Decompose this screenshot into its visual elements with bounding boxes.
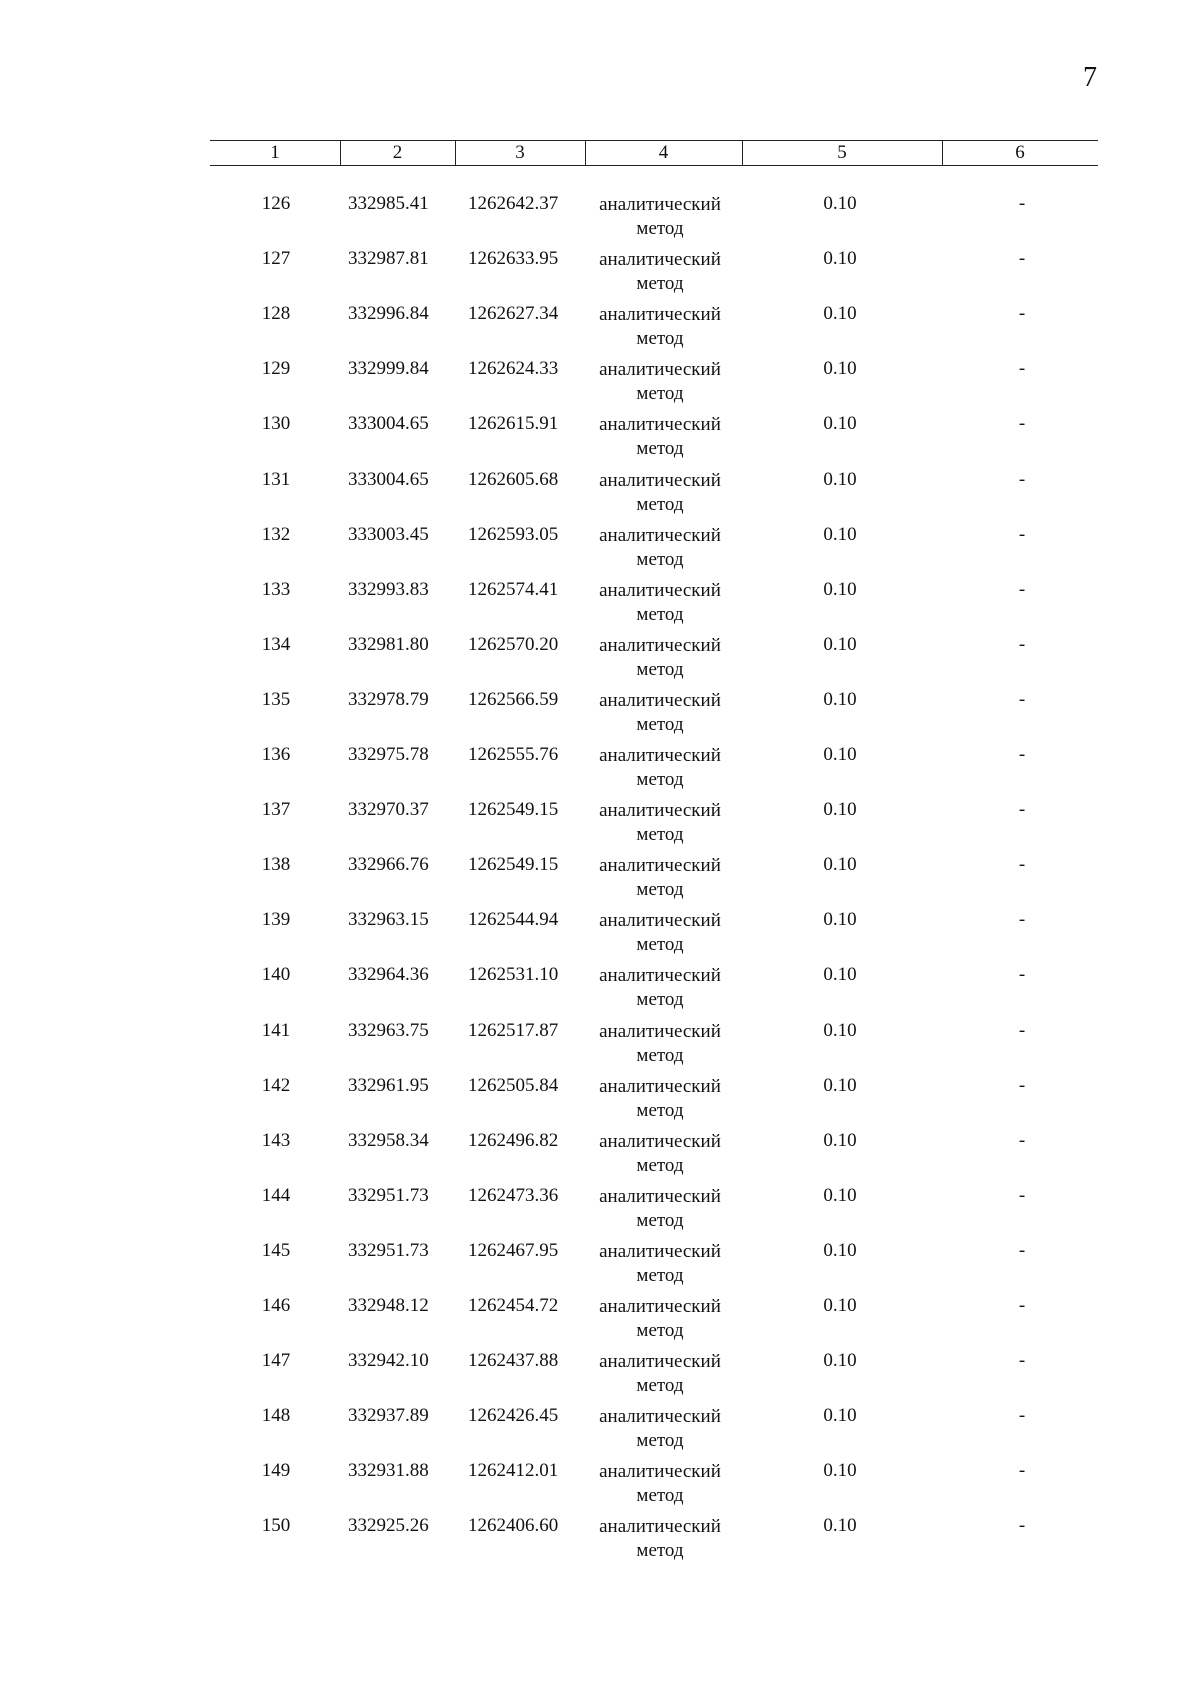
x-coordinate-cell: 332966.76 — [348, 854, 429, 876]
point-number-cell: 143 — [261, 1129, 291, 1151]
y-coordinate-cell: 1262531.10 — [468, 964, 559, 986]
note-cell: - — [1018, 1239, 1026, 1261]
table-row — [0, 689, 1200, 744]
point-number-cell: 135 — [261, 688, 291, 710]
note-cell: - — [1018, 1515, 1026, 1537]
table-row — [0, 1515, 1200, 1570]
y-coordinate-cell: 1262544.94 — [468, 909, 559, 931]
point-number-cell: 149 — [261, 1460, 291, 1482]
x-coordinate-cell: 333003.45 — [348, 523, 429, 545]
header-cell-5: 5 — [837, 142, 847, 163]
error-cell: 0.10 — [823, 523, 857, 545]
point-number-cell: 133 — [261, 578, 291, 600]
point-number-cell: 142 — [261, 1074, 291, 1096]
y-coordinate-cell: 1262454.72 — [468, 1295, 559, 1316]
error-cell: 0.10 — [823, 1515, 857, 1537]
x-coordinate-cell: 332981.80 — [348, 633, 429, 655]
y-coordinate-cell: 1262517.87 — [468, 1019, 559, 1041]
table-row — [0, 854, 1200, 909]
method-cell: аналитический метод — [599, 414, 721, 460]
point-number-cell: 136 — [261, 744, 291, 765]
error-cell: 0.10 — [823, 1460, 857, 1482]
method-cell: аналитический метод — [599, 1296, 721, 1341]
x-coordinate-cell: 332951.73 — [348, 1184, 429, 1206]
error-cell: 0.10 — [823, 193, 857, 214]
error-cell: 0.10 — [823, 1295, 857, 1316]
method-cell: аналитический метод — [599, 1020, 721, 1066]
y-coordinate-cell: 1262437.88 — [468, 1350, 559, 1372]
method-cell: аналитический метод — [599, 249, 721, 295]
point-number-cell: 148 — [261, 1405, 291, 1427]
table-row — [0, 579, 1200, 634]
point-number-cell: 132 — [261, 523, 291, 545]
table-row — [0, 909, 1200, 964]
note-cell: - — [1018, 1019, 1026, 1041]
method-cell: аналитический метод — [599, 1516, 721, 1562]
error-cell: 0.10 — [823, 854, 857, 876]
y-coordinate-cell: 1262555.76 — [468, 744, 559, 765]
x-coordinate-cell: 332963.75 — [348, 1019, 429, 1041]
y-coordinate-cell: 1262406.60 — [468, 1515, 559, 1537]
method-cell: аналитический метод — [599, 469, 721, 515]
x-coordinate-cell: 332993.83 — [348, 578, 429, 600]
table-row — [0, 469, 1200, 524]
error-cell: 0.10 — [823, 578, 857, 600]
point-number-cell: 147 — [261, 1350, 291, 1372]
y-coordinate-cell: 1262473.36 — [468, 1184, 559, 1206]
table-row — [0, 1460, 1200, 1515]
error-cell: 0.10 — [823, 1405, 857, 1427]
error-cell: 0.10 — [823, 1350, 857, 1372]
y-coordinate-cell: 1262627.34 — [468, 303, 559, 325]
table-row — [0, 799, 1200, 854]
note-cell: - — [1018, 358, 1026, 380]
note-cell: - — [1018, 688, 1026, 710]
method-cell: аналитический метод — [599, 965, 721, 1011]
table-row — [0, 358, 1200, 413]
y-coordinate-cell: 1262570.20 — [468, 633, 559, 655]
table-header-row — [210, 140, 1098, 166]
error-cell: 0.10 — [823, 358, 857, 380]
header-cell-6: 6 — [1015, 142, 1025, 163]
error-cell: 0.10 — [823, 1129, 857, 1151]
x-coordinate-cell: 332964.36 — [348, 964, 429, 986]
y-coordinate-cell: 1262605.68 — [468, 468, 559, 490]
method-cell: аналитический метод — [599, 800, 721, 846]
header-cell-1: 1 — [270, 142, 280, 163]
method-cell: аналитический метод — [599, 579, 721, 625]
point-number-cell: 144 — [261, 1184, 291, 1206]
table-row — [0, 1405, 1200, 1460]
point-number-cell: 126 — [261, 193, 291, 214]
x-coordinate-cell: 332978.79 — [348, 688, 429, 710]
table-row — [0, 744, 1200, 799]
table-row — [0, 524, 1200, 579]
point-number-cell: 137 — [261, 799, 291, 821]
point-number-cell: 145 — [261, 1239, 291, 1261]
error-cell: 0.10 — [823, 964, 857, 986]
x-coordinate-cell: 332937.89 — [348, 1405, 429, 1427]
y-coordinate-cell: 1262505.84 — [468, 1074, 559, 1096]
error-cell: 0.10 — [823, 633, 857, 655]
point-number-cell: 127 — [261, 248, 291, 270]
y-coordinate-cell: 1262496.82 — [468, 1129, 559, 1151]
x-coordinate-cell: 333004.65 — [348, 468, 429, 490]
note-cell: - — [1018, 1405, 1026, 1427]
note-cell: - — [1018, 468, 1026, 490]
table-row — [0, 413, 1200, 468]
method-cell: аналитический метод — [599, 1240, 721, 1286]
point-number-cell: 129 — [261, 358, 291, 380]
x-coordinate-cell: 332999.84 — [348, 358, 429, 380]
note-cell: - — [1018, 413, 1026, 435]
x-coordinate-cell: 332996.84 — [348, 303, 429, 325]
error-cell: 0.10 — [823, 1074, 857, 1096]
y-coordinate-cell: 1262467.95 — [468, 1239, 559, 1261]
error-cell: 0.10 — [823, 688, 857, 710]
table-row — [0, 1185, 1200, 1240]
y-coordinate-cell: 1262633.95 — [468, 248, 559, 270]
note-cell: - — [1018, 303, 1026, 325]
header-cell-2: 2 — [392, 142, 403, 163]
x-coordinate-cell: 332948.12 — [348, 1295, 429, 1316]
method-cell: аналитический метод — [599, 855, 721, 901]
note-cell: - — [1018, 248, 1026, 270]
error-cell: 0.10 — [823, 303, 857, 325]
y-coordinate-cell: 1262426.45 — [468, 1405, 559, 1427]
x-coordinate-cell: 332942.10 — [348, 1350, 429, 1372]
y-coordinate-cell: 1262574.41 — [468, 578, 559, 600]
note-cell: - — [1018, 578, 1026, 600]
method-cell: аналитический метод — [599, 1130, 721, 1176]
table-row — [0, 1075, 1200, 1130]
point-number-cell: 141 — [261, 1019, 291, 1041]
error-cell: 0.10 — [823, 1184, 857, 1206]
table-row — [0, 1240, 1200, 1295]
table-row — [0, 1350, 1200, 1405]
note-cell: - — [1018, 1460, 1026, 1482]
method-cell: аналитический метод — [599, 194, 721, 239]
header-cell-4: 4 — [658, 142, 669, 163]
point-number-cell: 139 — [261, 909, 291, 931]
method-cell: аналитический метод — [599, 689, 721, 735]
method-cell: аналитический метод — [599, 910, 721, 956]
y-coordinate-cell: 1262549.15 — [468, 854, 559, 876]
y-coordinate-cell: 1262549.15 — [468, 799, 559, 821]
table-row — [0, 1295, 1200, 1350]
method-cell: аналитический метод — [599, 1461, 721, 1507]
x-coordinate-cell: 332951.73 — [348, 1239, 429, 1261]
x-coordinate-cell: 332931.88 — [348, 1460, 429, 1482]
method-cell: аналитический метод — [599, 359, 721, 405]
x-coordinate-cell: 332958.34 — [348, 1129, 429, 1151]
point-number-cell: 150 — [261, 1515, 291, 1537]
x-coordinate-cell: 332970.37 — [348, 799, 429, 821]
note-cell: - — [1018, 964, 1026, 986]
method-cell: аналитический метод — [599, 1351, 721, 1397]
table-row — [0, 303, 1200, 358]
page-number: 7 — [1083, 62, 1097, 93]
point-number-cell: 146 — [261, 1295, 291, 1316]
method-cell: аналитический метод — [599, 524, 721, 570]
error-cell: 0.10 — [823, 1239, 857, 1261]
note-cell: - — [1018, 523, 1026, 545]
table-row — [0, 964, 1200, 1019]
note-cell: - — [1018, 854, 1026, 876]
error-cell: 0.10 — [823, 744, 857, 765]
note-cell: - — [1018, 744, 1026, 765]
method-cell: аналитический метод — [599, 1075, 721, 1121]
method-cell: аналитический метод — [599, 304, 721, 350]
point-number-cell: 130 — [261, 413, 291, 435]
note-cell: - — [1018, 1350, 1026, 1372]
x-coordinate-cell: 332961.95 — [348, 1074, 429, 1096]
x-coordinate-cell: 332987.81 — [348, 248, 429, 270]
x-coordinate-cell: 333004.65 — [348, 413, 429, 435]
y-coordinate-cell: 1262642.37 — [468, 193, 559, 214]
header-cell-3: 3 — [515, 142, 525, 163]
y-coordinate-cell: 1262412.01 — [468, 1460, 559, 1482]
note-cell: - — [1018, 909, 1026, 931]
x-coordinate-cell: 332985.41 — [348, 193, 429, 214]
point-number-cell: 131 — [261, 468, 291, 490]
table-row — [0, 1020, 1200, 1075]
error-cell: 0.10 — [823, 248, 857, 270]
method-cell: аналитический метод — [599, 1185, 721, 1231]
error-cell: 0.10 — [823, 1019, 857, 1041]
y-coordinate-cell: 1262615.91 — [468, 413, 559, 435]
y-coordinate-cell: 1262566.59 — [468, 688, 559, 710]
y-coordinate-cell: 1262593.05 — [468, 523, 559, 545]
method-cell: аналитический метод — [599, 745, 721, 790]
note-cell: - — [1018, 633, 1026, 655]
note-cell: - — [1018, 193, 1026, 214]
table-row — [0, 248, 1200, 303]
x-coordinate-cell: 332975.78 — [348, 744, 429, 765]
note-cell: - — [1018, 1184, 1026, 1206]
point-number-cell: 138 — [261, 854, 291, 876]
error-cell: 0.10 — [823, 909, 857, 931]
note-cell: - — [1018, 1295, 1026, 1316]
error-cell: 0.10 — [823, 468, 857, 490]
point-number-cell: 134 — [261, 633, 291, 655]
error-cell: 0.10 — [823, 799, 857, 821]
x-coordinate-cell: 332925.26 — [348, 1515, 429, 1537]
method-cell: аналитический метод — [599, 634, 721, 680]
table-row — [0, 634, 1200, 689]
y-coordinate-cell: 1262624.33 — [468, 358, 559, 380]
point-number-cell: 128 — [261, 303, 291, 325]
point-number-cell: 140 — [261, 964, 291, 986]
note-cell: - — [1018, 1129, 1026, 1151]
method-cell: аналитический метод — [599, 1406, 721, 1452]
table-row — [0, 193, 1200, 248]
x-coordinate-cell: 332963.15 — [348, 909, 429, 931]
table-row — [0, 1130, 1200, 1185]
error-cell: 0.10 — [823, 413, 857, 435]
note-cell: - — [1018, 1074, 1026, 1096]
note-cell: - — [1018, 799, 1026, 821]
